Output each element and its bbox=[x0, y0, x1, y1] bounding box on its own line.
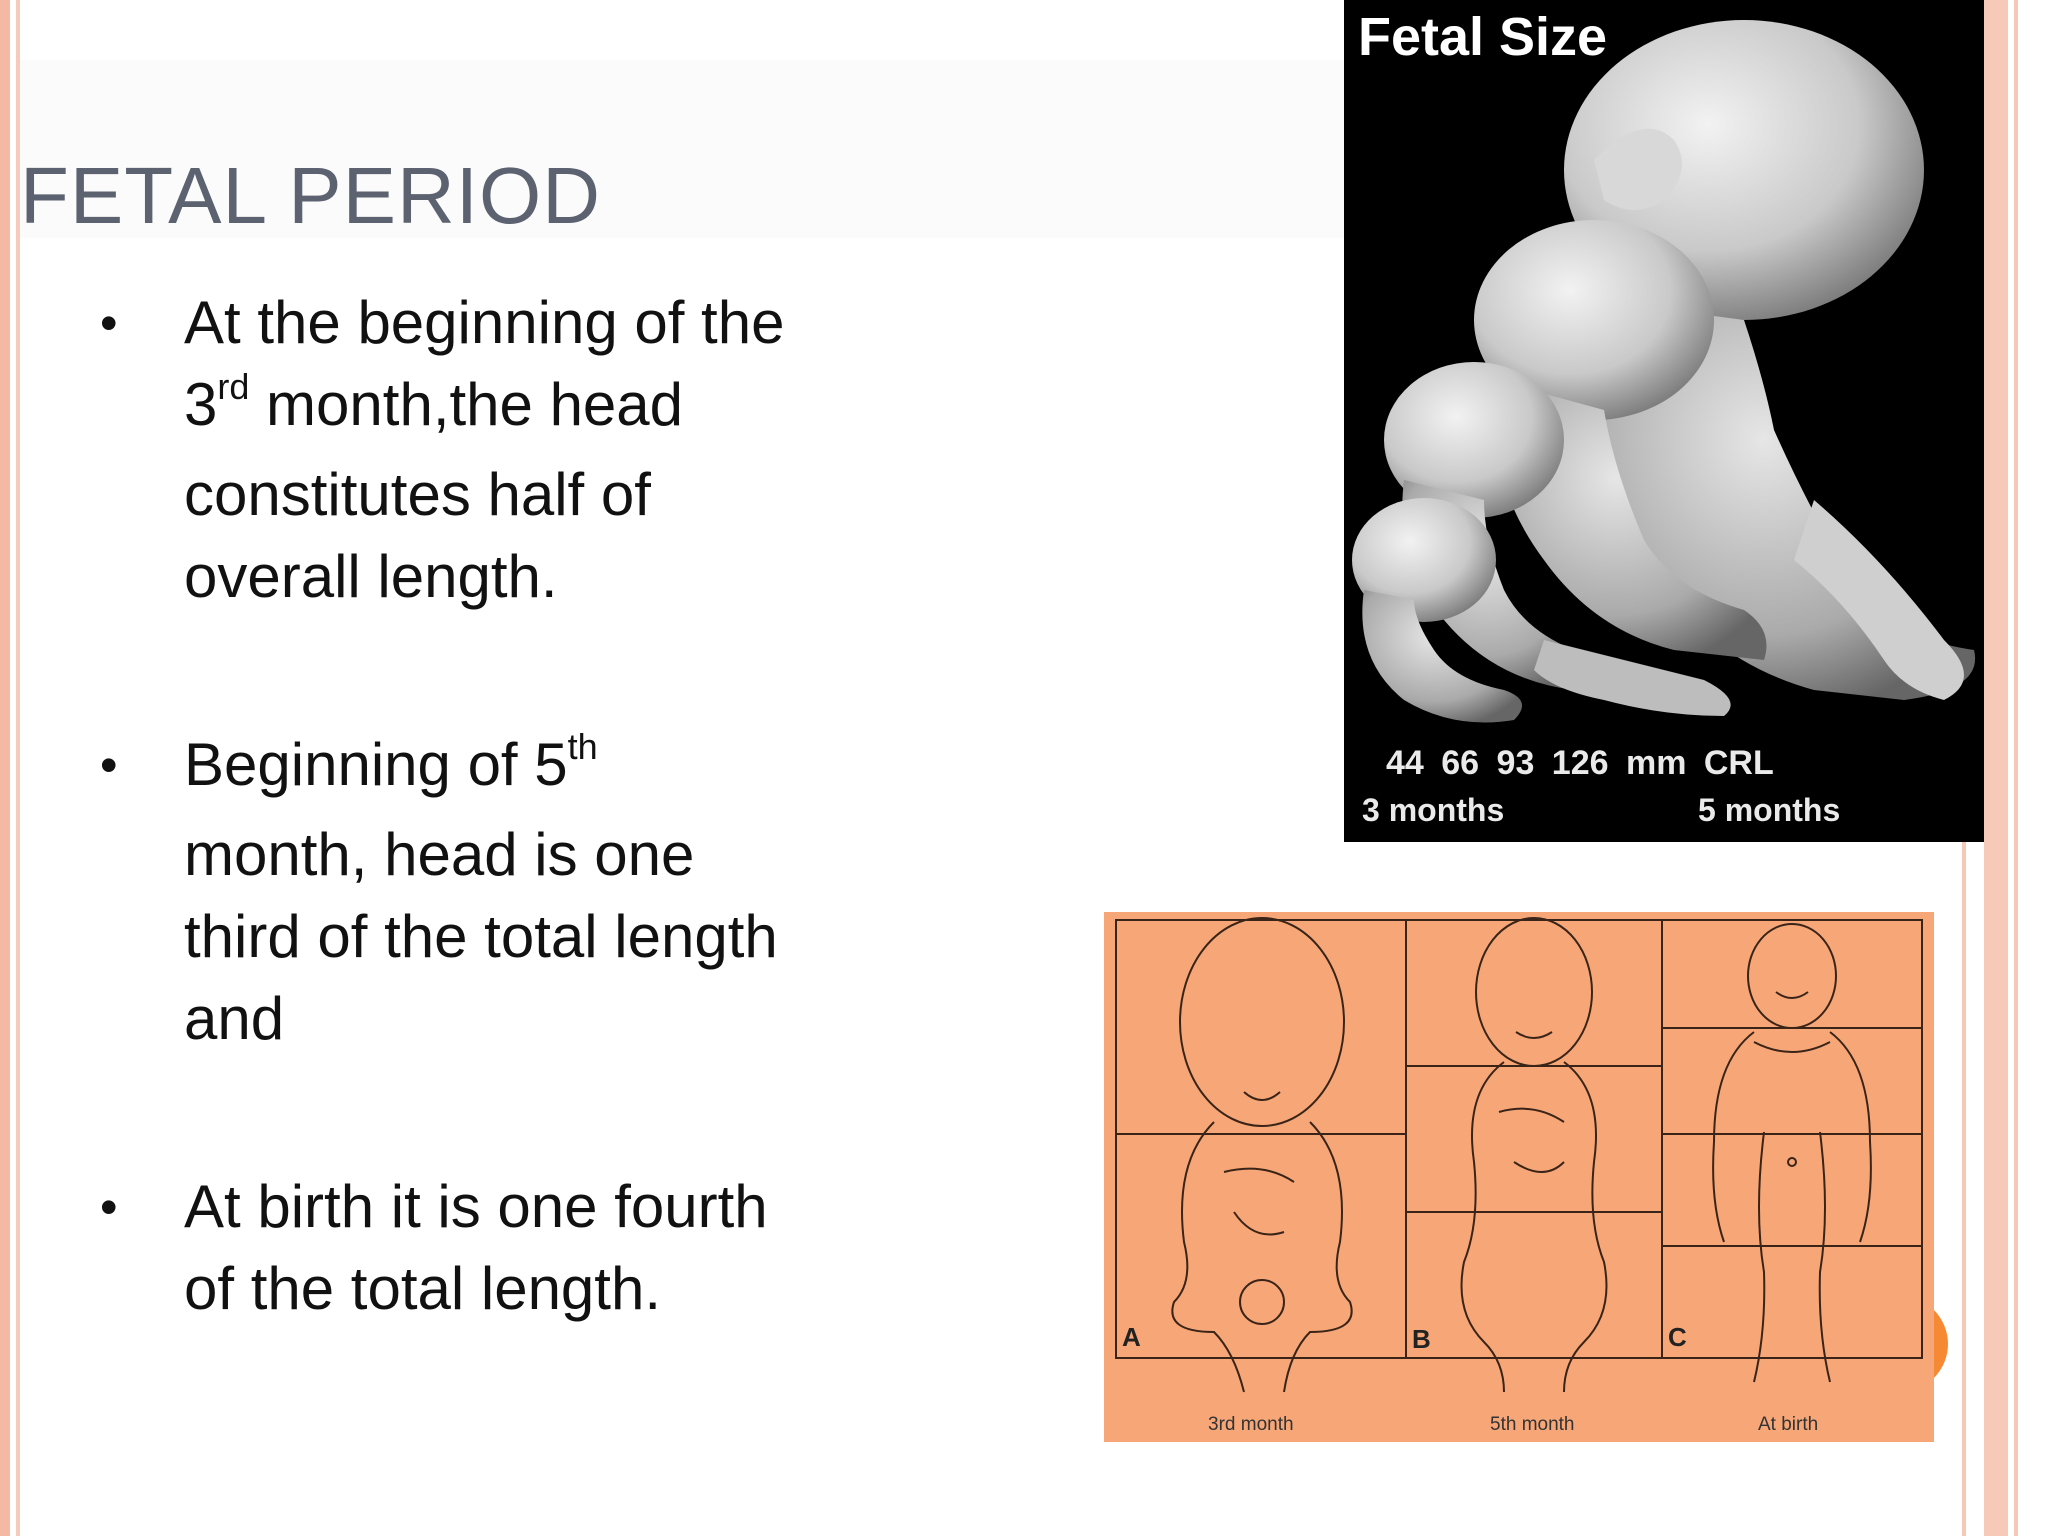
panel-letter-a: A bbox=[1122, 1322, 1141, 1352]
bullet-dot: • bbox=[100, 1179, 118, 1235]
panel-letter-c: C bbox=[1668, 1322, 1687, 1352]
bullet-line: month, head is one bbox=[184, 821, 695, 888]
bullet-text bbox=[184, 282, 904, 618]
bullet-dot: • bbox=[100, 295, 118, 351]
panel-caption-a: 3rd month bbox=[1208, 1414, 1294, 1435]
bullet-text-fragment: 3 bbox=[184, 371, 218, 438]
panel-caption-c: At birth bbox=[1758, 1414, 1819, 1435]
age-label-left: 3 months bbox=[1362, 792, 1505, 828]
bullet-line: overall length. bbox=[184, 543, 558, 610]
frame-stripe-left bbox=[0, 0, 10, 1536]
proportion-grid-illustration bbox=[1104, 912, 1934, 1442]
frame-stripe-right-wide bbox=[1984, 0, 2008, 1536]
panel-caption-b: 5th month bbox=[1490, 1414, 1575, 1435]
bullet-text-fragment: month,the head bbox=[249, 371, 684, 438]
slide-title: FETAL PERIOD bbox=[20, 151, 601, 240]
body-proportion-figure bbox=[1104, 912, 1934, 1442]
fetal-size-photo bbox=[1344, 0, 1984, 842]
ordinal-suffix: rd bbox=[217, 366, 250, 407]
ordinal-suffix: th bbox=[567, 726, 598, 767]
bullet-dot: • bbox=[100, 737, 118, 793]
age-label-right: 5 months bbox=[1698, 792, 1841, 828]
bullet-line: At birth it is one fourth bbox=[184, 1173, 768, 1240]
fetus-silhouettes-illustration bbox=[1344, 0, 1984, 842]
panel-letter-b: B bbox=[1412, 1324, 1431, 1354]
bullet-line: constitutes half of bbox=[184, 461, 651, 528]
crl-measurements: 44 66 93 126 mm CRL bbox=[1386, 744, 1774, 782]
bullet-text bbox=[184, 1166, 904, 1330]
bullet-text-fragment: Beginning of 5 bbox=[184, 731, 568, 798]
bullet-line: At the beginning of the bbox=[184, 289, 785, 356]
bullet-text bbox=[184, 724, 904, 1060]
bullet-line: third of the total length bbox=[184, 903, 778, 970]
bullet-line: of the total length. bbox=[184, 1255, 662, 1322]
frame-stripe-right-outer bbox=[2014, 0, 2018, 1536]
photo-title: Fetal Size bbox=[1358, 7, 1608, 67]
bullet-line: and bbox=[184, 985, 285, 1052]
